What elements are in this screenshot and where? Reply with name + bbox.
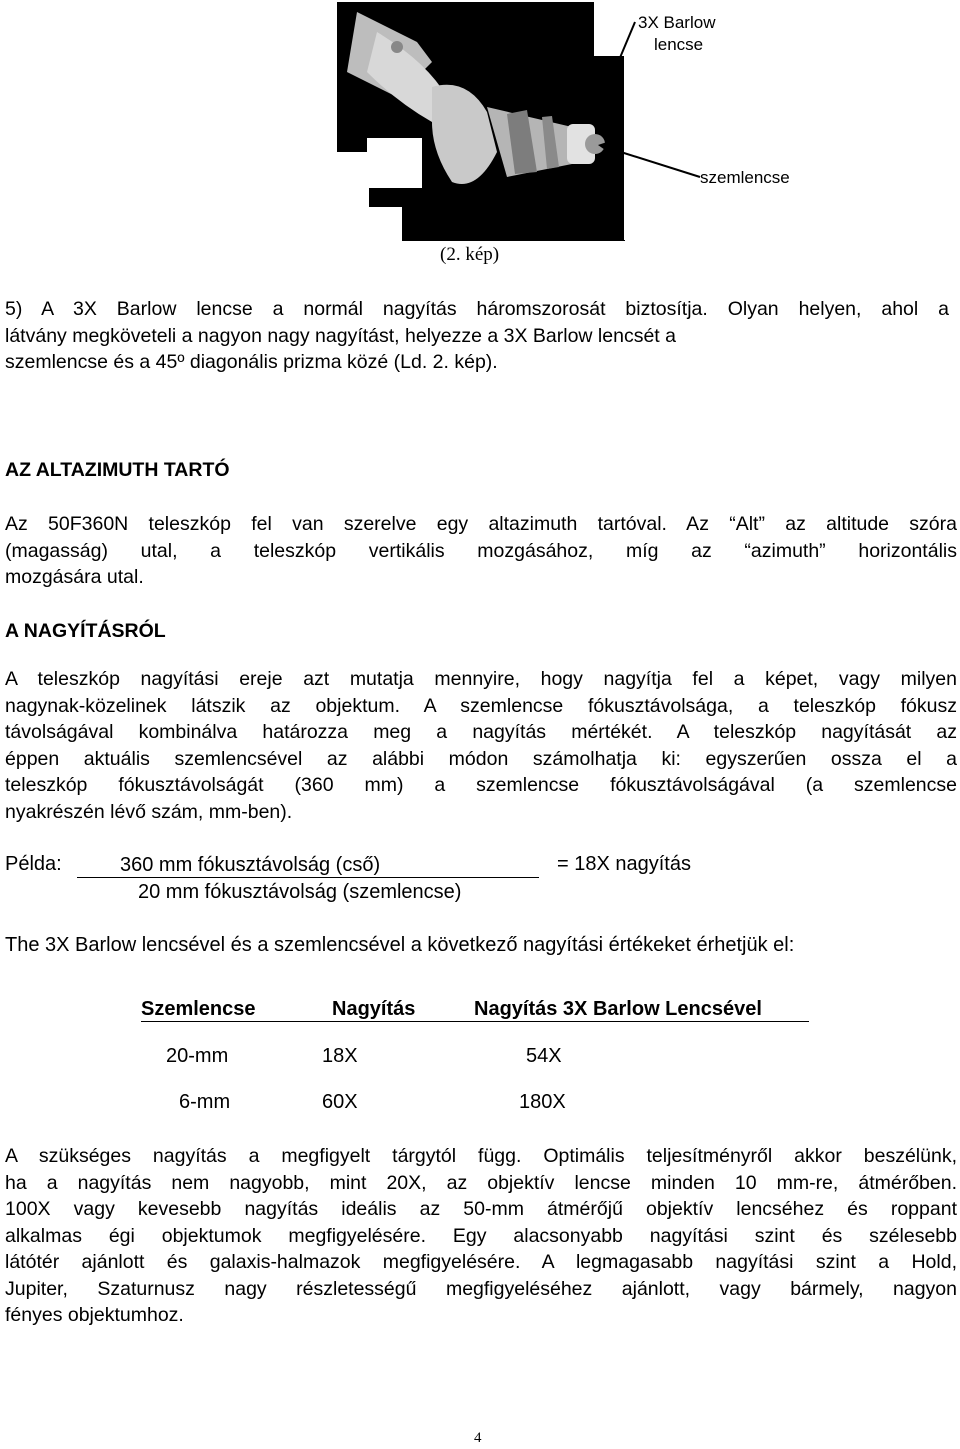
closing-line: látótér ajánlott és galaxis-halmazok megfigyelésére. A legmagasabb nagyítási szint a Hold, <box>5 1251 957 1273</box>
barlow-label-line1: 3X Barlow <box>638 13 716 32</box>
table-header-eyepiece: Szemlencse <box>141 998 256 1020</box>
mount-heading: AZ ALTAZIMUTH TARTÓ <box>5 459 230 481</box>
mount-line: mozgására utal. <box>5 566 144 588</box>
mount-paragraph <box>5 511 957 591</box>
magnification-line: nyakrészén lévő szám, mm-ben). <box>5 800 293 823</box>
table-cell: 18X <box>322 1045 358 1067</box>
figure-arrows <box>560 20 810 190</box>
magnification-line: távolságával kombinálva határozza meg a nagyítás mértékét. A teleszkóp nagyítását az <box>5 721 957 743</box>
barlow-arrow-line <box>598 22 635 110</box>
closing-paragraph <box>5 1143 957 1329</box>
barlow-arrow-head <box>593 104 604 118</box>
table-header-rule <box>141 1021 809 1022</box>
magnification-heading: A NAGYÍTÁSRÓL <box>5 620 166 642</box>
table-cell: 6-mm <box>179 1091 231 1113</box>
closing-line: alkalmas égi objektumok megfigyelésére. Egy alacsonyabb nagyítási szint és szélesebb <box>5 1224 957 1247</box>
table-header-magnification: Nagyítás <box>332 998 416 1020</box>
mount-line: Az 50F360N teleszkóp fel van szerelve egy altazimuth tartóval. Az “Alt” az altitude szóra <box>5 513 957 535</box>
closing-line: ha a nagyítás nem nagyobb, mint 20X, az objektív lencse minden 10 mm-re, átmérőben. <box>5 1171 957 1194</box>
intro-line: 5) A 3X Barlow lencse a normál nagyítás háromszorosát biztosítja. Olyan helyen, ahol a <box>5 298 949 320</box>
closing-line: Jupiter, Szaturnusz nagy részletességű megfigyeléséhez ajánlott, vagy bármely, nagyon <box>5 1277 957 1300</box>
magnification-paragraph <box>5 666 957 825</box>
magnification-line: nagynak-közelinek látszik az objektum. A szemlencse fókusztávolsága, a teleszkóp fókusz <box>5 694 957 717</box>
table-cell: 180X <box>519 1091 566 1113</box>
magnification-line: A teleszkóp nagyítási ereje azt mutatja mennyire, hogy nagyítja fel a képet, vagy milyen <box>5 668 957 690</box>
intro-paragraph <box>5 296 949 376</box>
eyepiece-arrow-head <box>598 141 610 152</box>
table-cell: 20-mm <box>166 1045 229 1067</box>
closing-line: A szükséges nagyítás a megfigyelt tárgytól függ. Optimális teljesítményről akkor beszélünk, <box>5 1145 957 1167</box>
closing-line: fényes objektumhoz. <box>5 1304 184 1326</box>
closing-line: 100X vagy kevesebb nagyítás ideális az 50-mm átmérőjű objektív lencséhez és roppant <box>5 1198 957 1220</box>
magnification-line: éppen aktuális szemlencsével az alábbi módon számolhatja ki: egyszerűen ossza el a <box>5 747 957 770</box>
table-header-barlow: Nagyítás 3X Barlow Lencsével <box>474 998 762 1020</box>
figure-caption: (2. kép) <box>440 244 500 265</box>
example-denominator: 20 mm fókusztávolság (szemlencse) <box>138 881 462 903</box>
eyepiece-arrow-line <box>605 147 700 177</box>
magnification-line: teleszkóp fókusztávolságát (360 mm) a szemlencse fókusztávolságával (a szemlencse <box>5 774 957 796</box>
mount-line: (magasság) utal, a teleszkóp vertikális mozgásához, míg az “azimuth” horizontális <box>5 539 957 562</box>
barlow-label-line2: lencse <box>654 35 704 54</box>
example-numerator: 360 mm fókusztávolság (cső) <box>77 853 539 878</box>
example-label: Példa: <box>5 853 62 875</box>
eyepiece-label: szemlencse <box>700 168 790 187</box>
table-cell: 60X <box>322 1091 358 1113</box>
example-result: = 18X nagyítás <box>557 853 691 875</box>
intro-line: látvány megköveteli a nagyon nagy nagyítást, helyezze a 3X Barlow lencsét a <box>5 324 676 347</box>
table-cell: 54X <box>526 1045 562 1067</box>
page-number: 4 <box>474 1430 482 1446</box>
table-intro: The 3X Barlow lencsével és a szemlencsével a következő nagyítási értékeket érhetjük el: <box>5 934 795 956</box>
intro-line: szemlencse és a 45º diagonális prizma közé (Ld. 2. kép). <box>5 351 498 373</box>
